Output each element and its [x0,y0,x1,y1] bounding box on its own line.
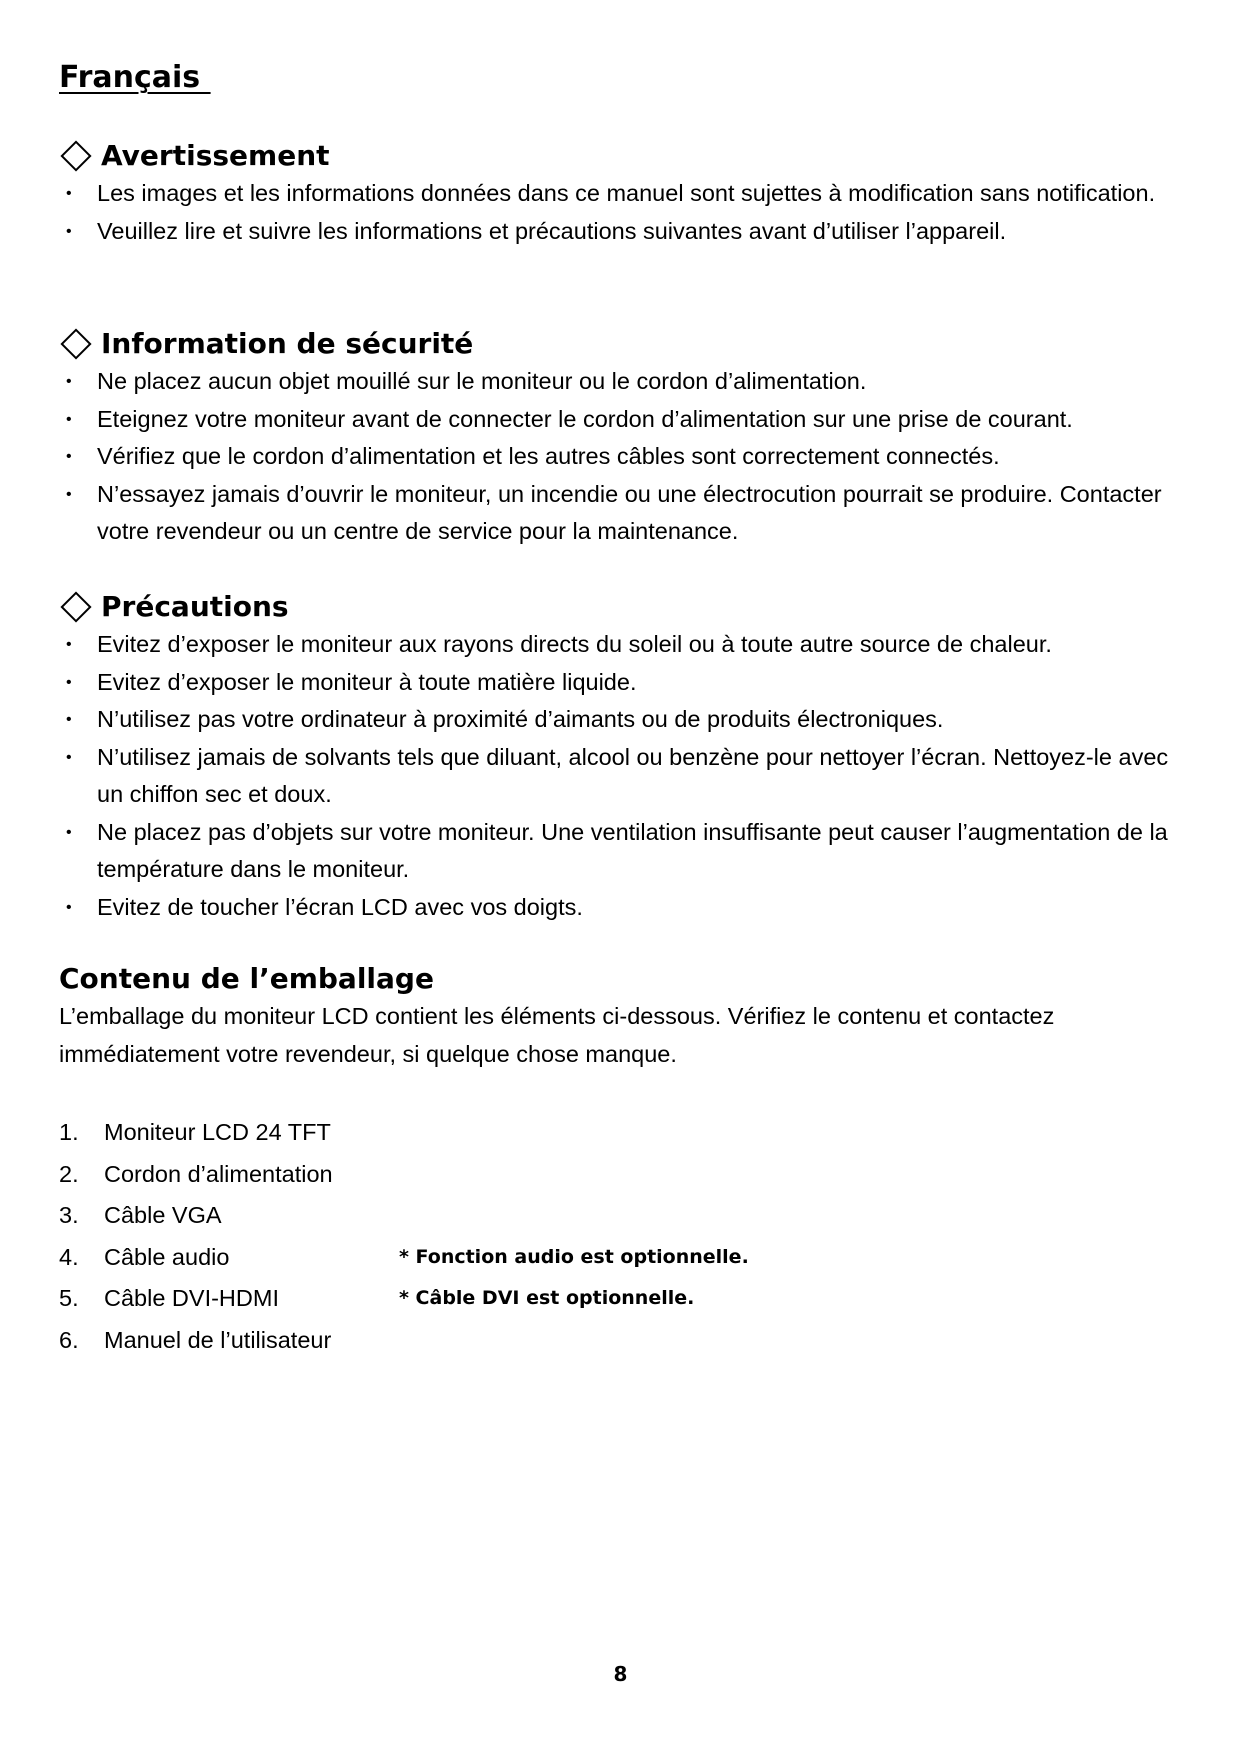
bullet-icon: • [66,448,72,465]
package-contents-list [59,1112,959,1361]
bullet-icon: • [66,222,72,240]
precautions-heading-text: Précautions [101,590,289,623]
warning-heading [59,137,1189,175]
bullet-icon: • [66,711,72,728]
bullet-icon: • [66,373,72,390]
bullet-icon: • [66,185,72,202]
list-item: • Ne placez pas d’objets sur votre moniteur. Une ventilation insuffisante peut causer l’augmentation de la température dans le moniteur. [59,814,1189,889]
list-item: • Evitez d’exposer le moniteur aux rayons directs du soleil ou à toute autre source de chaleur. [59,626,1189,664]
safety-list [59,363,1189,551]
bullet-icon: • [66,410,72,428]
safety-heading-text: Information de sécurité [101,327,474,360]
page-title: Français [59,60,211,95]
diamond-icon [60,140,91,171]
bullet-icon: • [66,485,72,503]
list-item: 5. Câble DVI-HDMI * Câble DVI est optionnelle. [59,1278,959,1320]
list-item: • Evitez d’exposer le moniteur à toute matière liquide. [59,664,1189,702]
warning-heading-text: Avertissement [101,139,330,172]
list-item: • Eteignez votre moniteur avant de connecter le cordon d’alimentation sur une prise de courant. [59,401,1189,439]
list-item: • Vérifiez que le cordon d’alimentation et les autres câbles sont correctement connectés. [59,438,1189,476]
package-section [59,960,1189,1073]
warning-list [59,175,1189,250]
list-item: 4. Câble audio * Fonction audio est optionnelle. [59,1237,959,1279]
bullet-icon: • [66,823,72,841]
bullet-icon: • [66,673,72,691]
package-intro: L’emballage du moniteur LCD contient les éléments ci-dessous. Vérifiez le contenu et contactez immédiatement votre revendeur, si quelque chose manque. [59,1003,1055,1067]
list-item: • Veuillez lire et suivre les informations et précautions suivantes avant d’utiliser l’appareil. [59,213,1189,251]
list-item: • Evitez de toucher l’écran LCD avec vos doigts. [59,889,1189,927]
page-number: 8 [613,1662,628,1686]
list-item: • Ne placez aucun objet mouillé sur le moniteur ou le cordon d’alimentation. [59,363,1189,401]
bullet-icon: • [66,898,72,916]
list-item: 1. Moniteur LCD 24 TFT [59,1119,331,1145]
list-item: 6. Manuel de l’utilisateur [59,1326,332,1353]
precautions-heading [59,588,1189,626]
precautions-list [59,626,1189,926]
diamond-icon [60,328,91,359]
list-item: • N’utilisez jamais de solvants tels que diluant, alcool ou benzène pour nettoyer l’écran. Nettoyez-le avec un chiffon sec et doux. [59,739,1189,814]
audio-note: * Fonction audio est optionnelle. [399,1245,749,1268]
safety-section [59,325,1189,551]
package-heading: Contenu de l’emballage [59,962,434,995]
safety-heading [59,325,1189,363]
list-item: • N’essayez jamais d’ouvrir le moniteur, un incendie ou une électrocution pourrait se produire. Contacter votre revendeur ou un centre de service pour la maintenance. [59,476,1189,551]
bullet-icon: • [66,748,72,766]
list-item: 2. Cordon d’alimentation [59,1160,333,1187]
list-item: • Les images et les informations données dans ce manuel sont sujettes à modification sans notification. [59,175,1189,213]
diamond-icon [60,591,91,622]
precautions-section [59,588,1189,926]
bullet-icon: • [66,636,72,653]
warning-section [59,137,1189,250]
list-item: • N’utilisez pas votre ordinateur à proximité d’aimants ou de produits électroniques. [59,701,1189,739]
dvi-note: * Câble DVI est optionnelle. [399,1287,695,1309]
list-item: 3. Câble VGA [59,1202,222,1228]
